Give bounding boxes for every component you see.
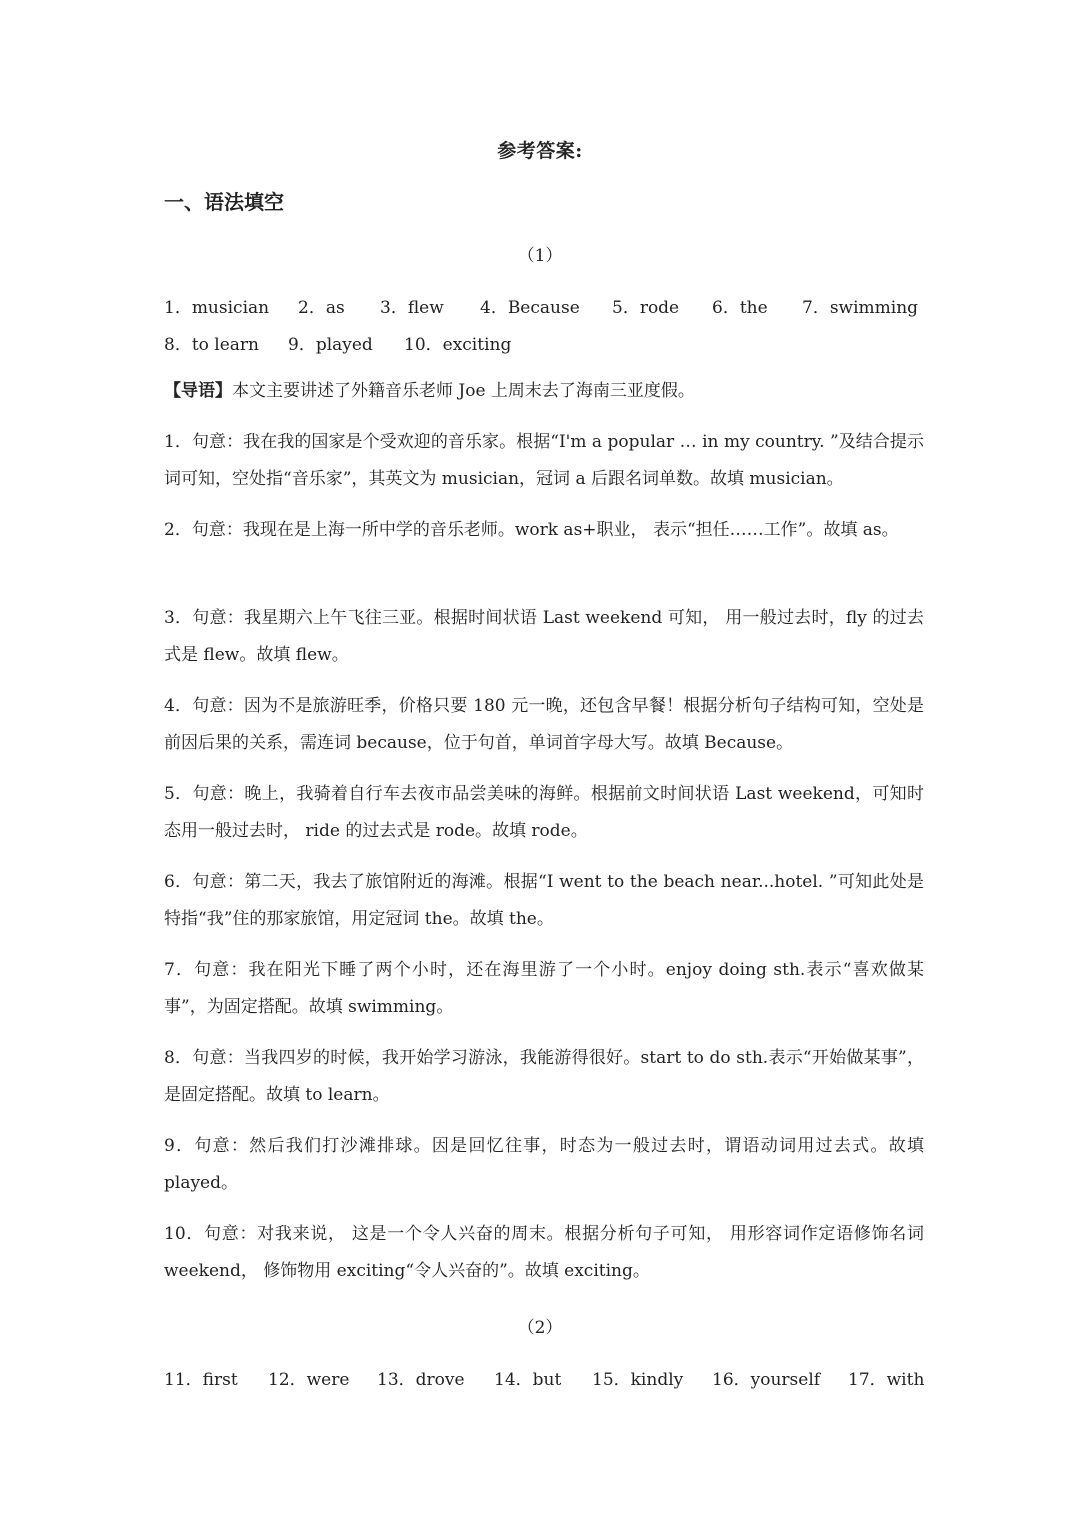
part-label-1: （1） xyxy=(517,246,563,266)
answer-item: 10．exciting xyxy=(404,335,512,355)
explanation-7: 7．句意：我在阳光下睡了两个小时，还在海里游了一个小时。enjoy doing sth.表示“喜欢做某事”，为固定搭配。故填 swimming。 xyxy=(164,960,924,1017)
answer-item: 9．played xyxy=(288,335,373,355)
explanation-2: 2．句意：我现在是上海一所中学的音乐老师。work as+职业， 表示“担任……工作”。故填 as。 xyxy=(164,520,899,540)
explanation-9: 9．句意：然后我们打沙滩排球。因是回忆往事，时态为一般过去时，谓语动词用过去式。故填 played。 xyxy=(164,1136,924,1193)
explanation-8: 8．句意：当我四岁的时候，我开始学习游泳，我能游得很好。start to do sth.表示“开始做某事”，是固定搭配。故填 to learn。 xyxy=(164,1048,924,1105)
intro-paragraph xyxy=(164,373,924,410)
explanation-3: 3．句意：我星期六上午飞往三亚。根据时间状语 Last weekend 可知， 用一般过去时，fly 的过去式是 flew。故填 flew。 xyxy=(164,608,924,665)
answer-item: 7．swimming xyxy=(802,298,919,318)
answer-item: 13．drove xyxy=(377,1370,465,1390)
answer-item: 3．flew xyxy=(380,298,444,318)
answer-item: 6．the xyxy=(712,298,768,318)
part-label-2: （2） xyxy=(517,1318,563,1338)
explanation-5: 5．句意：晚上，我骑着自行车去夜市品尝美味的海鲜。根据前文时间状语 Last weekend，可知时态用一般过去时， ride 的过去式是 rode。故填 rode。 xyxy=(164,784,924,841)
answer-item: 5．rode xyxy=(612,298,680,318)
answer-item: 1．musician xyxy=(164,298,270,318)
answer-item: 16．yourself xyxy=(712,1370,821,1390)
answer-item: 2．as xyxy=(298,298,345,318)
answer-item: 17．with xyxy=(848,1370,925,1390)
answer-item: 12．were xyxy=(268,1370,350,1390)
section-heading: 一、语法填空 xyxy=(164,190,284,214)
answer-item: 15．kindly xyxy=(592,1370,684,1390)
answer-item: 8．to learn xyxy=(164,335,259,355)
page-title: 参考答案: xyxy=(497,140,583,162)
answer-item: 14．but xyxy=(494,1370,562,1390)
explanation-4: 4．句意：因为不是旅游旺季，价格只要 180 元一晚，还包含早餐！根据分析句子结构可知，空处是前因后果的关系，需连词 because，位于句首，单词首字母大写。故填 Because。 xyxy=(164,696,924,753)
explanation-10: 10．句意：对我来说， 这是一个令人兴奋的周末。根据分析句子可知， 用形容词作定语修饰名词 weekend， 修饰物用 exciting“令人兴奋的”。故填 exciting。 xyxy=(164,1224,924,1281)
intro-tag: 【导语】 xyxy=(164,381,232,401)
answer-item: 11．first xyxy=(164,1370,238,1390)
intro-text: 本文主要讲述了外籍音乐老师 Joe 上周末去了海南三亚度假。 xyxy=(232,381,695,401)
answer-item: 4．Because xyxy=(480,298,580,318)
explanation-6: 6．句意：第二天，我去了旅馆附近的海滩。根据“I went to the beach near...hotel. ”可知此处是特指“我”住的那家旅馆，用定冠词 the。故填 the。 xyxy=(164,872,924,929)
explanation-1: 1．句意：我在我的国家是个受欢迎的音乐家。根据“I'm a popular … in my country. ”及结合提示词可知，空处指“音乐家”，其英文为 musician，冠词 a 后跟名词单数。故填 musician。 xyxy=(164,432,924,489)
